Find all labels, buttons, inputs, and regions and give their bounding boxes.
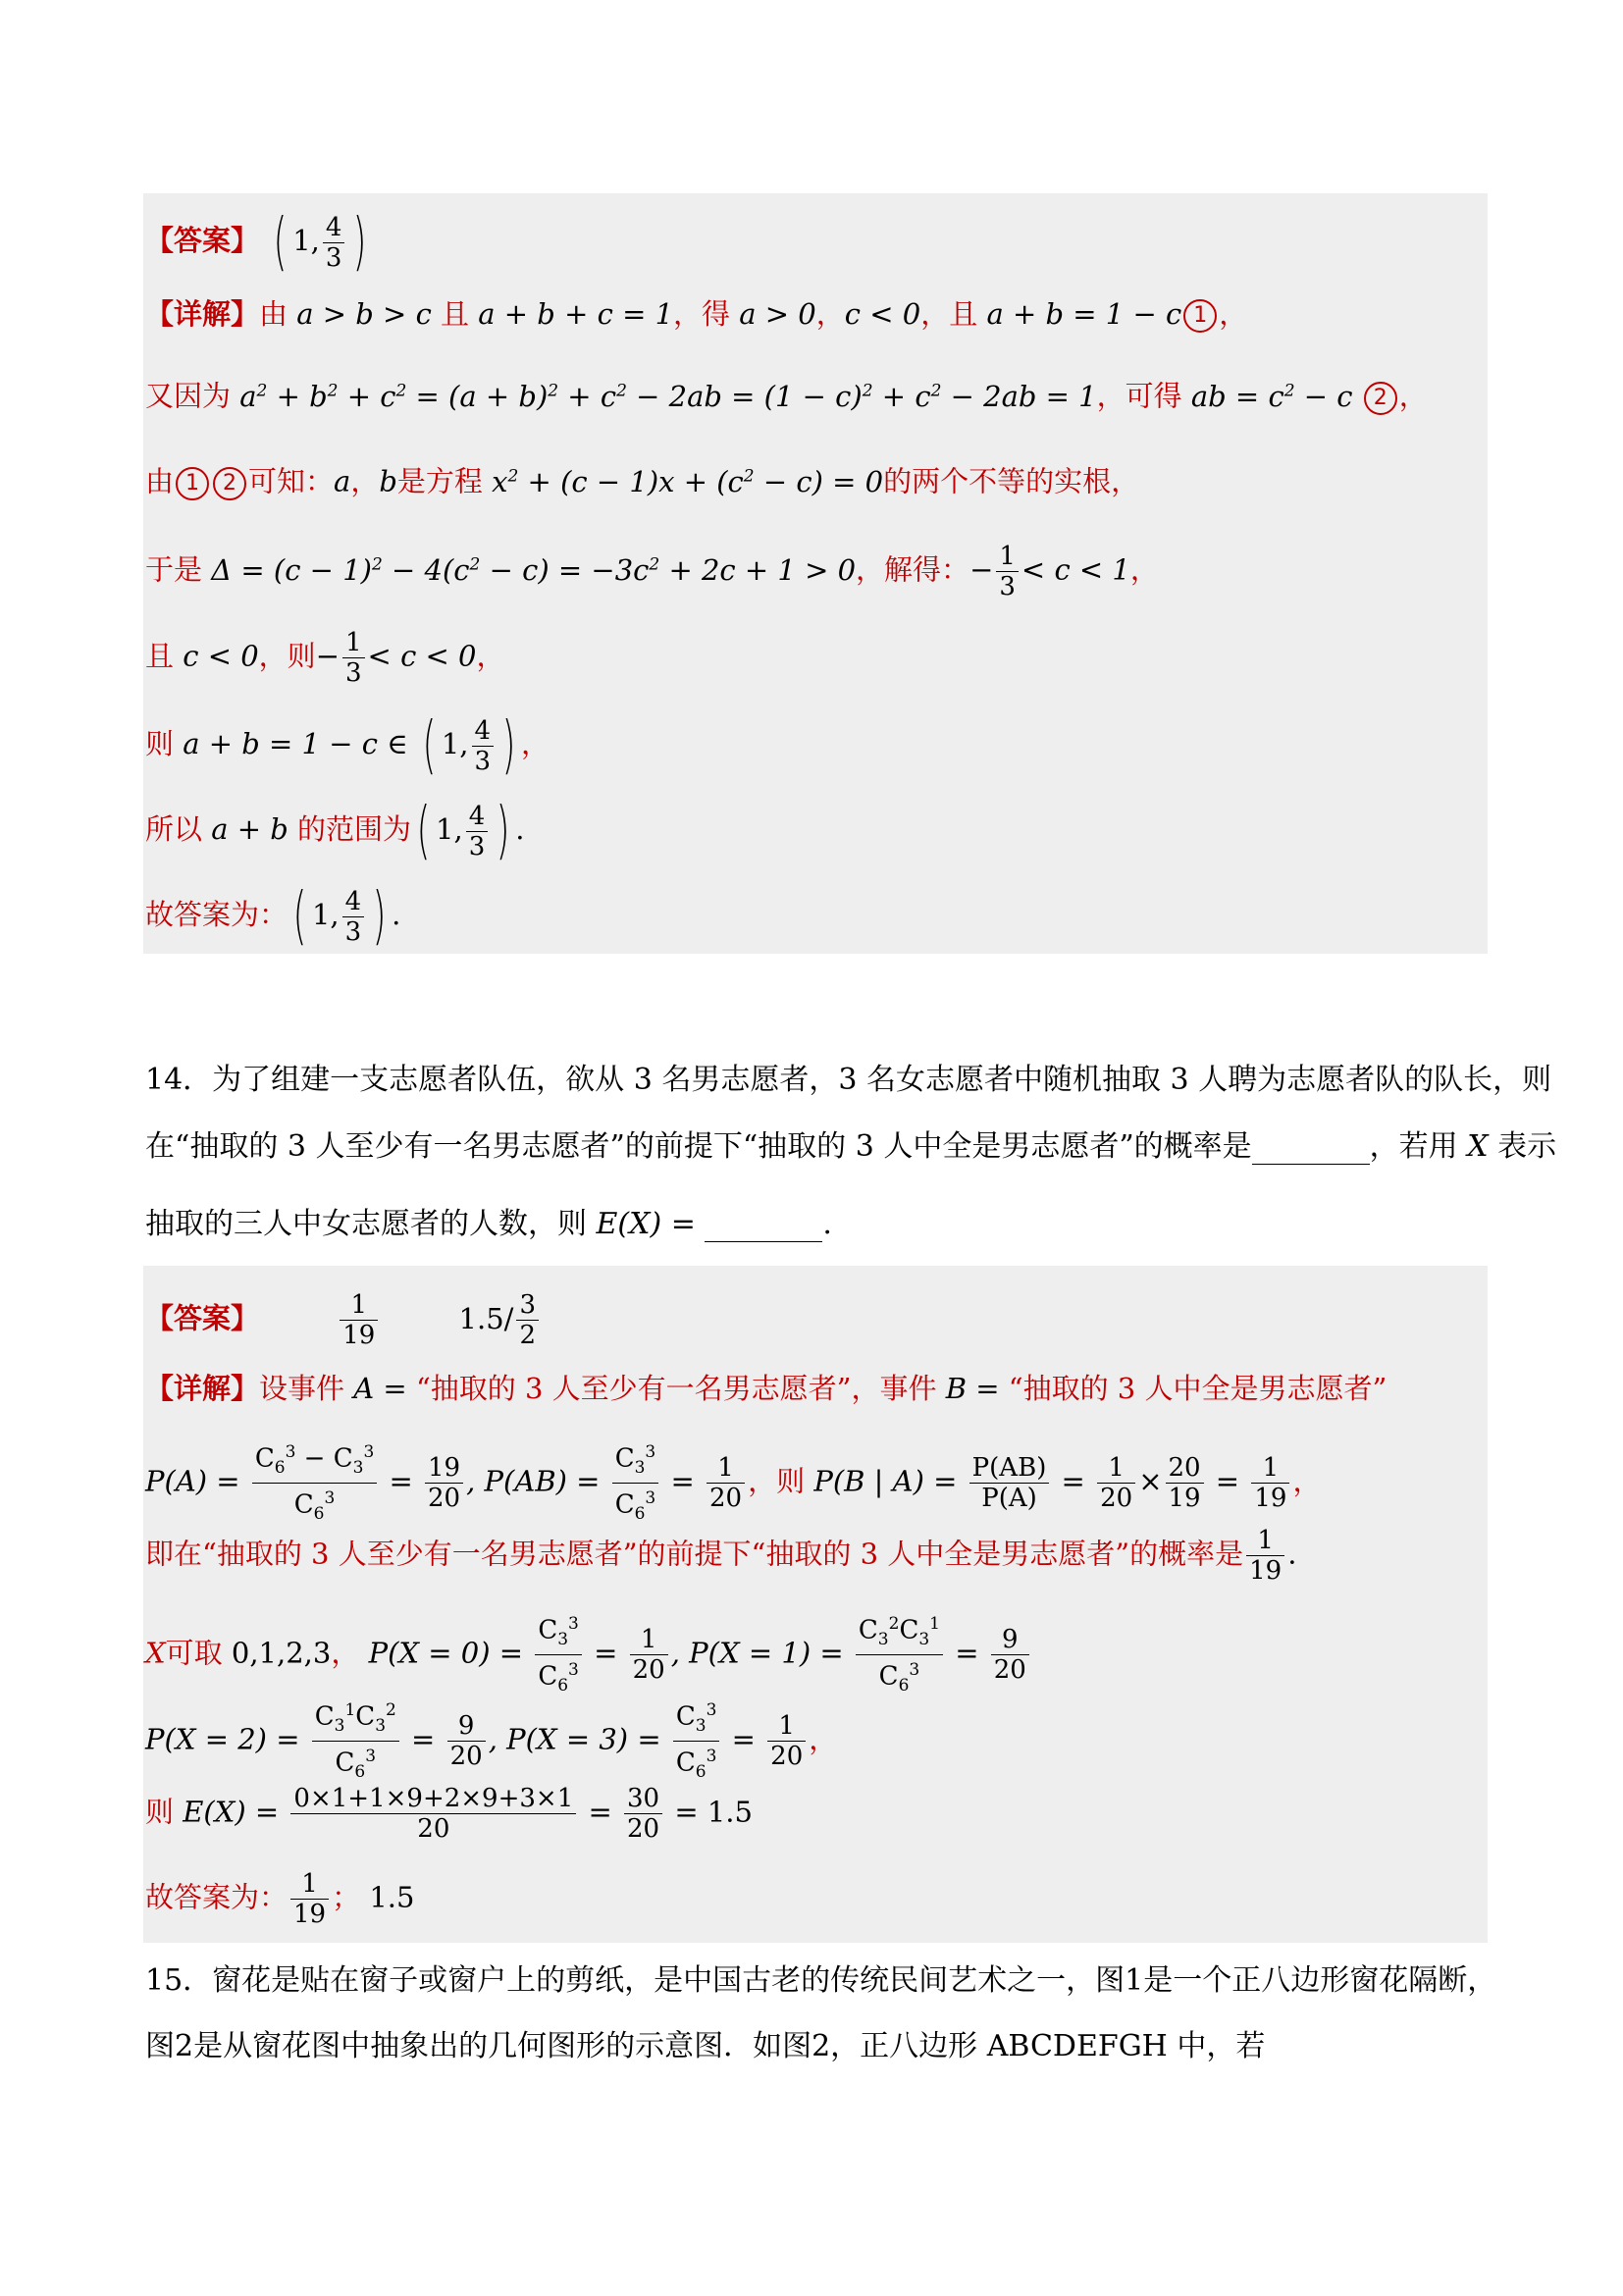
q14-stem2a: 在“抽取的 3 人至少有一名男志愿者”的前提下“抽取的 3 人中全是男志愿者”的概率是 (145, 1129, 1252, 1164)
q14-stem3b: . (822, 1207, 832, 1241)
q14-stem3a: 抽取的三人中女志愿者的人数，则 (145, 1207, 587, 1241)
q14-detail-line5: P(X = 2) = $\frac{C_3^1C_3^2}{C_6^3}$ = $\frac{9}{20}$ , P(X = 3) = $\frac{C_3^3}{C_6^3}$ = $\frac{1}{20}$ ， (145, 1696, 837, 1787)
q14-stem-line3: 抽取的三人中女志愿者的人数，则 E(X) = . (145, 1207, 832, 1241)
q14-stem-line1: 14．为了组建一支志愿者队伍，欲从 3 名男志愿者，3 名女志愿者中随机抽取 3 人聘为志愿者队的队长，则 (145, 1063, 1552, 1097)
q13-detail-line4: 于是 $\Delta = (c - 1)^2 - 4(c^2 - c) = -3c^2 + 2c + 1 > 0$，解得：− $\frac{1}{3}$ < c < 1， (145, 542, 1159, 601)
q14-detail-line2: P(A) = $\frac{C_6^3 - C_3^3}{C_6^3}$ = $\frac{19}{20}$ , P(AB) = $\frac{C_3^3}{C_6^3}$ = $\frac{1}{20}$ ，则 P(B | A) = $\frac{P(AB)}{P(A)}$ = $\frac{1}{20}$ × $\frac{20}{19}$ = $\frac{1}{19}$ ， (145, 1437, 1321, 1529)
q14-stem2b: ，若用 (1369, 1129, 1458, 1164)
q13-detail-label: 【详解】 (145, 297, 260, 331)
q14-detail-line4: X可取 0,1,2,3， P(X = 0) = $\frac{C_3^3}{C_6^3}$ = $\frac{1}{20}$ , P(X = 1) = $\frac{C_3^2C_3^1}{C_6^3}$ = $\frac{9}{20}$ (145, 1609, 1032, 1700)
q13-answer-label: 【答案】 (145, 224, 260, 257)
q14-stem2c: 表示 (1497, 1129, 1557, 1164)
q13-detail-line6: 则 a + b = 1 − c ∈ ( 1, $\frac{4}{3}$ ) ， (145, 709, 550, 782)
q14-blank-2 (705, 1214, 822, 1242)
q15-stem-line2: 图2是从窗花图中抽象出的几何图形的示意图．如图2，正八边形 ABCDEFGH 中，若 (145, 2029, 1266, 2063)
q13-answer-line (145, 206, 372, 279)
q14-detail-line1: 【详解】设事件 A = “抽取的 3 人至少有一名男志愿者”，事件 B = “抽取的 3 人中全是男志愿者” (145, 1372, 1387, 1405)
q14-detail-label: 【详解】 (145, 1372, 260, 1405)
q13-detail-line5: 且 c < 0，则− $\frac{1}{3}$ < c < 0， (145, 628, 505, 688)
q14-answer-label: 【答案】 (145, 1301, 260, 1335)
q14-answer-line: 【答案】 $\frac{1}{19}$ 1.5/ $\frac{3}{2}$ (145, 1290, 542, 1350)
q13-detail-line3: 由 1 2 可知：a，b是方程 $x^2 + (c - 1)x + (c^2 - c) = 0$的两个不等的实根， (145, 464, 1140, 498)
q13-detail-line1: 【详解】由 a > b > c 且 a + b + c = 1，得 a > 0，c < 0，且 a + b = 1 − c 1 ， (145, 297, 1248, 331)
q13-detail-line2: 又因为 $a^2 + b^2 + c^2 = (a + b)^2 + c^2 - 2ab = (1 - c)^2 + c^2 - 2ab = 1$，可得 ab = $c^2 - c$ 2 ， (145, 379, 1428, 413)
q14-detail-line7: 故答案为： $\frac{1}{19}$ ； 1.5 (145, 1869, 415, 1929)
q15-stem-line1: 15．窗花是贴在窗子或窗户上的剪纸，是中国古老的传统民间艺术之一，图1是一个正八边形窗花隔断， (145, 1963, 1497, 1998)
q13-answer-value: ( 1, $\frac{4}{3}$ ) (273, 206, 367, 279)
q13-detail-line8: 故答案为：( 1, $\frac{4}{3}$ ) . (145, 880, 401, 953)
q14-detail-line3: 即在“抽取的 3 人至少有一名男志愿者”的前提下“抽取的 3 人中全是男志愿者”的概率是 $\frac{1}{19}$ . (145, 1526, 1297, 1586)
q14-stem-line2: 在“抽取的 3 人至少有一名男志愿者”的前提下“抽取的 3 人中全是男志愿者”的概率是 ，若用 X 表示 (145, 1129, 1557, 1164)
q14-blank-1 (1252, 1136, 1370, 1165)
q13-detail-line7: 所以 a + b 的范围为( 1, $\frac{4}{3}$ ) . (145, 795, 525, 867)
q14-detail-line6: 则 E(X) = $\frac{0\times 1+1\times 9+2\times 9+3\times 1}{20}$ = $\frac{30}{20}$ = 1.5 (145, 1784, 753, 1844)
